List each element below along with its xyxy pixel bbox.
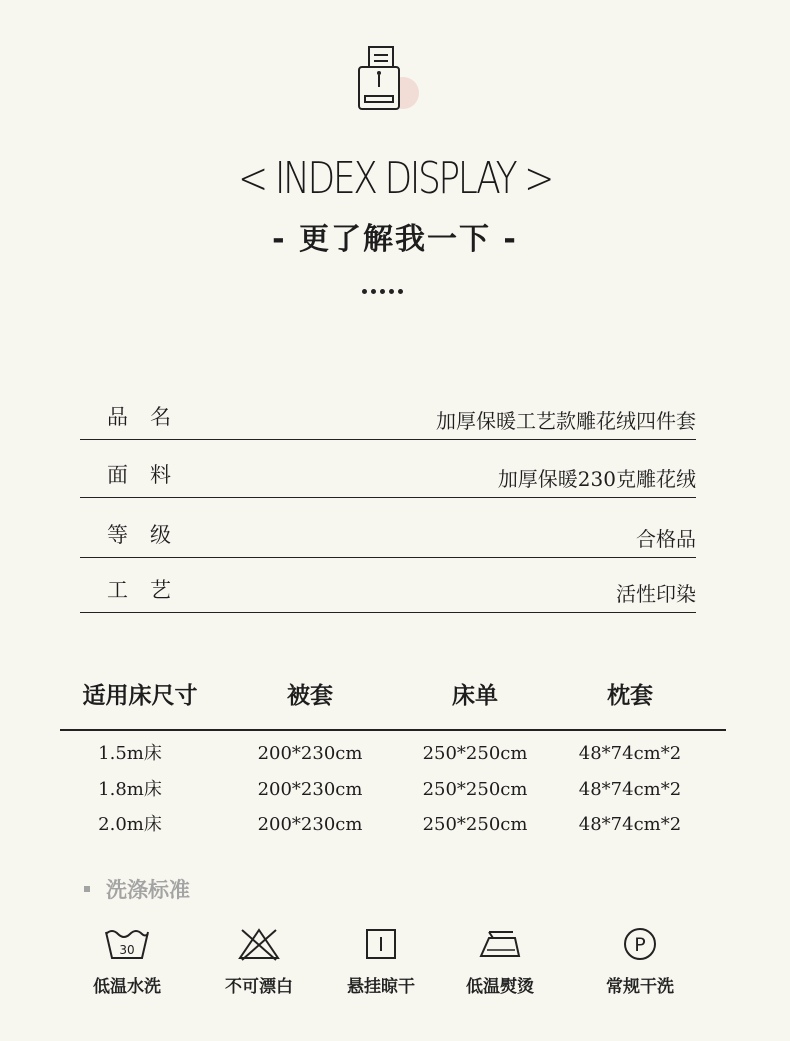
wash-label: 低温熨烫 xyxy=(466,977,534,997)
info-value: 合格品 xyxy=(636,527,696,551)
info-label: 品名 xyxy=(107,405,193,429)
table-cell: 48*74cm*2 xyxy=(578,743,682,764)
svg-text:30: 30 xyxy=(119,943,135,957)
wash-item-hang-dry xyxy=(321,926,441,997)
info-value: 加厚保暖工艺款雕花绒四件套 xyxy=(436,409,696,433)
info-label: 等级 xyxy=(107,523,193,547)
table-cell: 200*230cm xyxy=(257,743,363,764)
document-box-icon xyxy=(355,43,421,115)
table-cell: 48*74cm*2 xyxy=(578,814,682,835)
wash-title-bullet xyxy=(84,886,90,892)
table-header-cell: 床单 xyxy=(452,683,498,709)
table-cell: 200*230cm xyxy=(257,814,363,835)
low-iron-icon xyxy=(475,926,525,962)
table-cell: 250*250cm xyxy=(422,814,528,835)
table-cell: 250*250cm xyxy=(422,743,528,764)
info-row-grade xyxy=(80,517,696,558)
table-cell: 1.5m床 xyxy=(98,743,162,764)
table-header-cell: 枕套 xyxy=(607,683,653,709)
table-cell: 48*74cm*2 xyxy=(578,779,682,800)
table-row xyxy=(0,813,790,837)
table-cell: 200*230cm xyxy=(257,779,363,800)
table-row xyxy=(0,778,790,802)
wash-item-no-bleach xyxy=(199,926,319,997)
info-row-fabric xyxy=(80,457,696,498)
info-label: 面料 xyxy=(107,463,193,487)
wash-item-low-iron xyxy=(440,926,560,997)
dots-divider xyxy=(362,279,412,287)
table-cell: 1.8m床 xyxy=(98,779,162,800)
wash-item-low-temp-wash xyxy=(67,926,187,997)
table-cell: 2.0m床 xyxy=(98,814,162,835)
wash-item-dry-clean xyxy=(580,926,700,997)
table-header-divider xyxy=(60,729,726,731)
dry-clean-p-icon xyxy=(615,926,665,962)
wash-label: 悬挂晾干 xyxy=(347,977,415,997)
heading-english: < INDEX DISPLAY > xyxy=(238,153,552,204)
table-cell: 250*250cm xyxy=(422,779,528,800)
info-value: 加厚保暖230克雕花绒 xyxy=(497,467,696,491)
svg-text:P: P xyxy=(634,934,646,956)
table-header-cell: 适用床尺寸 xyxy=(82,683,198,709)
table-row xyxy=(0,742,790,766)
info-label: 工艺 xyxy=(107,578,193,602)
wash-label: 常规干洗 xyxy=(606,977,674,997)
size-table-header xyxy=(0,676,790,720)
info-row-craft xyxy=(80,572,696,613)
wash-label: 不可漂白 xyxy=(225,977,293,997)
info-row-name xyxy=(80,399,696,440)
wash-label: 低温水洗 xyxy=(93,977,161,997)
heading-chinese: - 更了解我一下 - xyxy=(272,222,518,257)
info-value: 活性印染 xyxy=(616,582,696,606)
hang-dry-icon xyxy=(356,926,406,962)
wash-30-icon xyxy=(102,926,152,962)
no-bleach-icon xyxy=(234,926,284,962)
wash-title: 洗涤标准 xyxy=(106,878,190,902)
table-header-cell: 被套 xyxy=(287,683,333,709)
